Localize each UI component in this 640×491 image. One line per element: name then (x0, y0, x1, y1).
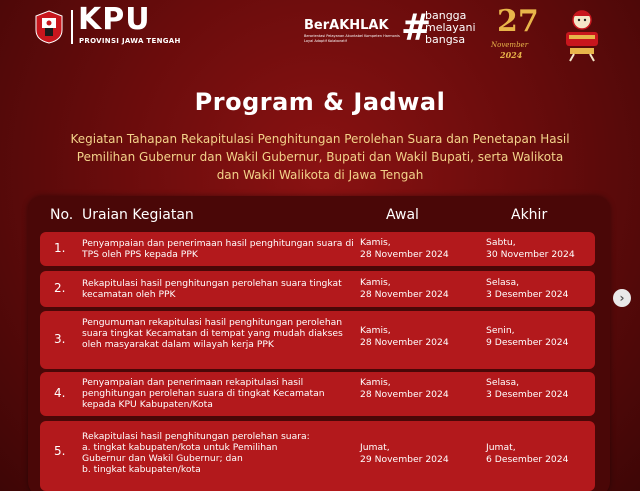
awal-day: Kamis, (360, 377, 391, 388)
chevron-right-icon: › (619, 291, 625, 305)
table-row (40, 372, 595, 416)
awal-day: Kamis, (360, 277, 391, 288)
akhir-date: 30 November 2024 (486, 249, 575, 260)
row-akhir (486, 377, 568, 401)
kpu-province: PROVINSI JAWA TENGAH (79, 37, 181, 45)
akhir-day: Selasa, (486, 377, 520, 388)
row-description: Rekapitulasi hasil penghitungan perolehan suara tingkat kecamatan oleh PPK (82, 278, 342, 300)
pilkada-mascot-icon (560, 6, 604, 62)
election-date-day: 27 (497, 4, 539, 39)
akhir-day: Senin, (486, 325, 515, 336)
row-description (82, 431, 354, 475)
berakhlak-tagline: Berorientasi Pelayanan Akuntabel Kompeten Harmonis Loyal Adaptif Kolaboratif (304, 34, 400, 43)
row-akhir (486, 442, 568, 466)
akhir-day: Selasa, (486, 277, 520, 288)
page-title: Program & Jadwal (194, 88, 446, 116)
row-number: 1. (54, 241, 66, 255)
row-description-line: a. tingkat kabupaten/kota untuk Pemilihan (82, 442, 278, 453)
row-number: 5. (54, 444, 66, 458)
row-number: 3. (54, 332, 66, 346)
row-description: Penyampaian dan penerimaan rekapitulasi hasil penghitungan perolehan suara di tingkat Kecamatan kepada KPU Kabupaten/Kota (82, 377, 325, 410)
row-description-line: b. tingkat kabupaten/kota (82, 464, 201, 475)
row-description: Penyampaian dan penerimaan hasil penghitungan suara di TPS oleh PPS kepada PPK (82, 238, 354, 260)
awal-day: Jumat, (360, 442, 390, 453)
row-awal (360, 442, 449, 466)
row-akhir (486, 237, 575, 261)
awal-date: 28 November 2024 (360, 389, 449, 400)
row-akhir (486, 325, 568, 349)
election-date-year: 2024 (500, 50, 523, 60)
awal-day: Kamis, (360, 237, 391, 248)
header (0, 0, 640, 72)
row-number: 2. (54, 281, 66, 295)
carousel-next-button[interactable] (613, 289, 631, 307)
bangga-line: bangsa (425, 33, 466, 46)
kpu-divider (71, 10, 73, 44)
kpu-logo-text: KPU (78, 2, 151, 37)
hash-icon: # (401, 7, 432, 49)
awal-date: 28 November 2024 (360, 337, 449, 348)
col-header-awal: Awal (386, 207, 419, 223)
akhir-date: 3 Desember 2024 (486, 289, 569, 300)
table-row (40, 421, 595, 491)
col-header-uraian: Uraian Kegiatan (82, 207, 194, 223)
bangga-line: bangga (425, 9, 467, 22)
kpu-emblem-icon (34, 10, 64, 44)
bangga-melayani-bangsa (425, 10, 485, 46)
table-row (40, 311, 595, 369)
row-awal (360, 377, 449, 401)
awal-date: 28 November 2024 (360, 249, 449, 260)
bangga-line: melayani (425, 21, 476, 34)
row-awal (360, 237, 449, 261)
berakhlak-logo: BerAKHLAK (304, 18, 389, 33)
akhir-day: Jumat, (486, 442, 516, 453)
col-header-akhir: Akhir (511, 207, 548, 223)
row-awal (360, 325, 449, 349)
akhir-date: 6 Desember 2024 (486, 454, 569, 465)
row-akhir (486, 277, 568, 301)
akhir-date: 9 Desember 2024 (486, 337, 569, 348)
akhir-day: Sabtu, (486, 237, 516, 248)
row-number: 4. (54, 386, 66, 400)
row-description: Pengumuman rekapitulasi hasil penghitungan perolehan suara tingkat Kecamatan di tempat yang mudah diakses oleh masyarakat dalam wilayah kerja PPK (82, 317, 343, 350)
col-header-no: No. (50, 207, 74, 223)
election-date-month: November (491, 41, 529, 49)
page-subtitle: Kegiatan Tahapan Rekapitulasi Penghitungan Perolehan Suara dan Penetapan Hasil Pemilihan Gubernur dan Wakil Gubernur, Bupati dan Wakil Bupati, serta Walikota dan Wakil Walikota di Jawa Tengah (70, 132, 570, 182)
row-description-line: Rekapitulasi hasil penghitungan perolehan suara: (82, 431, 310, 442)
awal-day: Kamis, (360, 325, 391, 336)
akhir-date: 3 Desember 2024 (486, 389, 569, 400)
awal-date: 28 November 2024 (360, 289, 449, 300)
row-description-line: Gubernur dan Wakil Gubernur; dan (82, 453, 243, 464)
table-row (40, 232, 595, 266)
row-awal (360, 277, 449, 301)
table-row (40, 271, 595, 307)
awal-date: 29 November 2024 (360, 454, 449, 465)
